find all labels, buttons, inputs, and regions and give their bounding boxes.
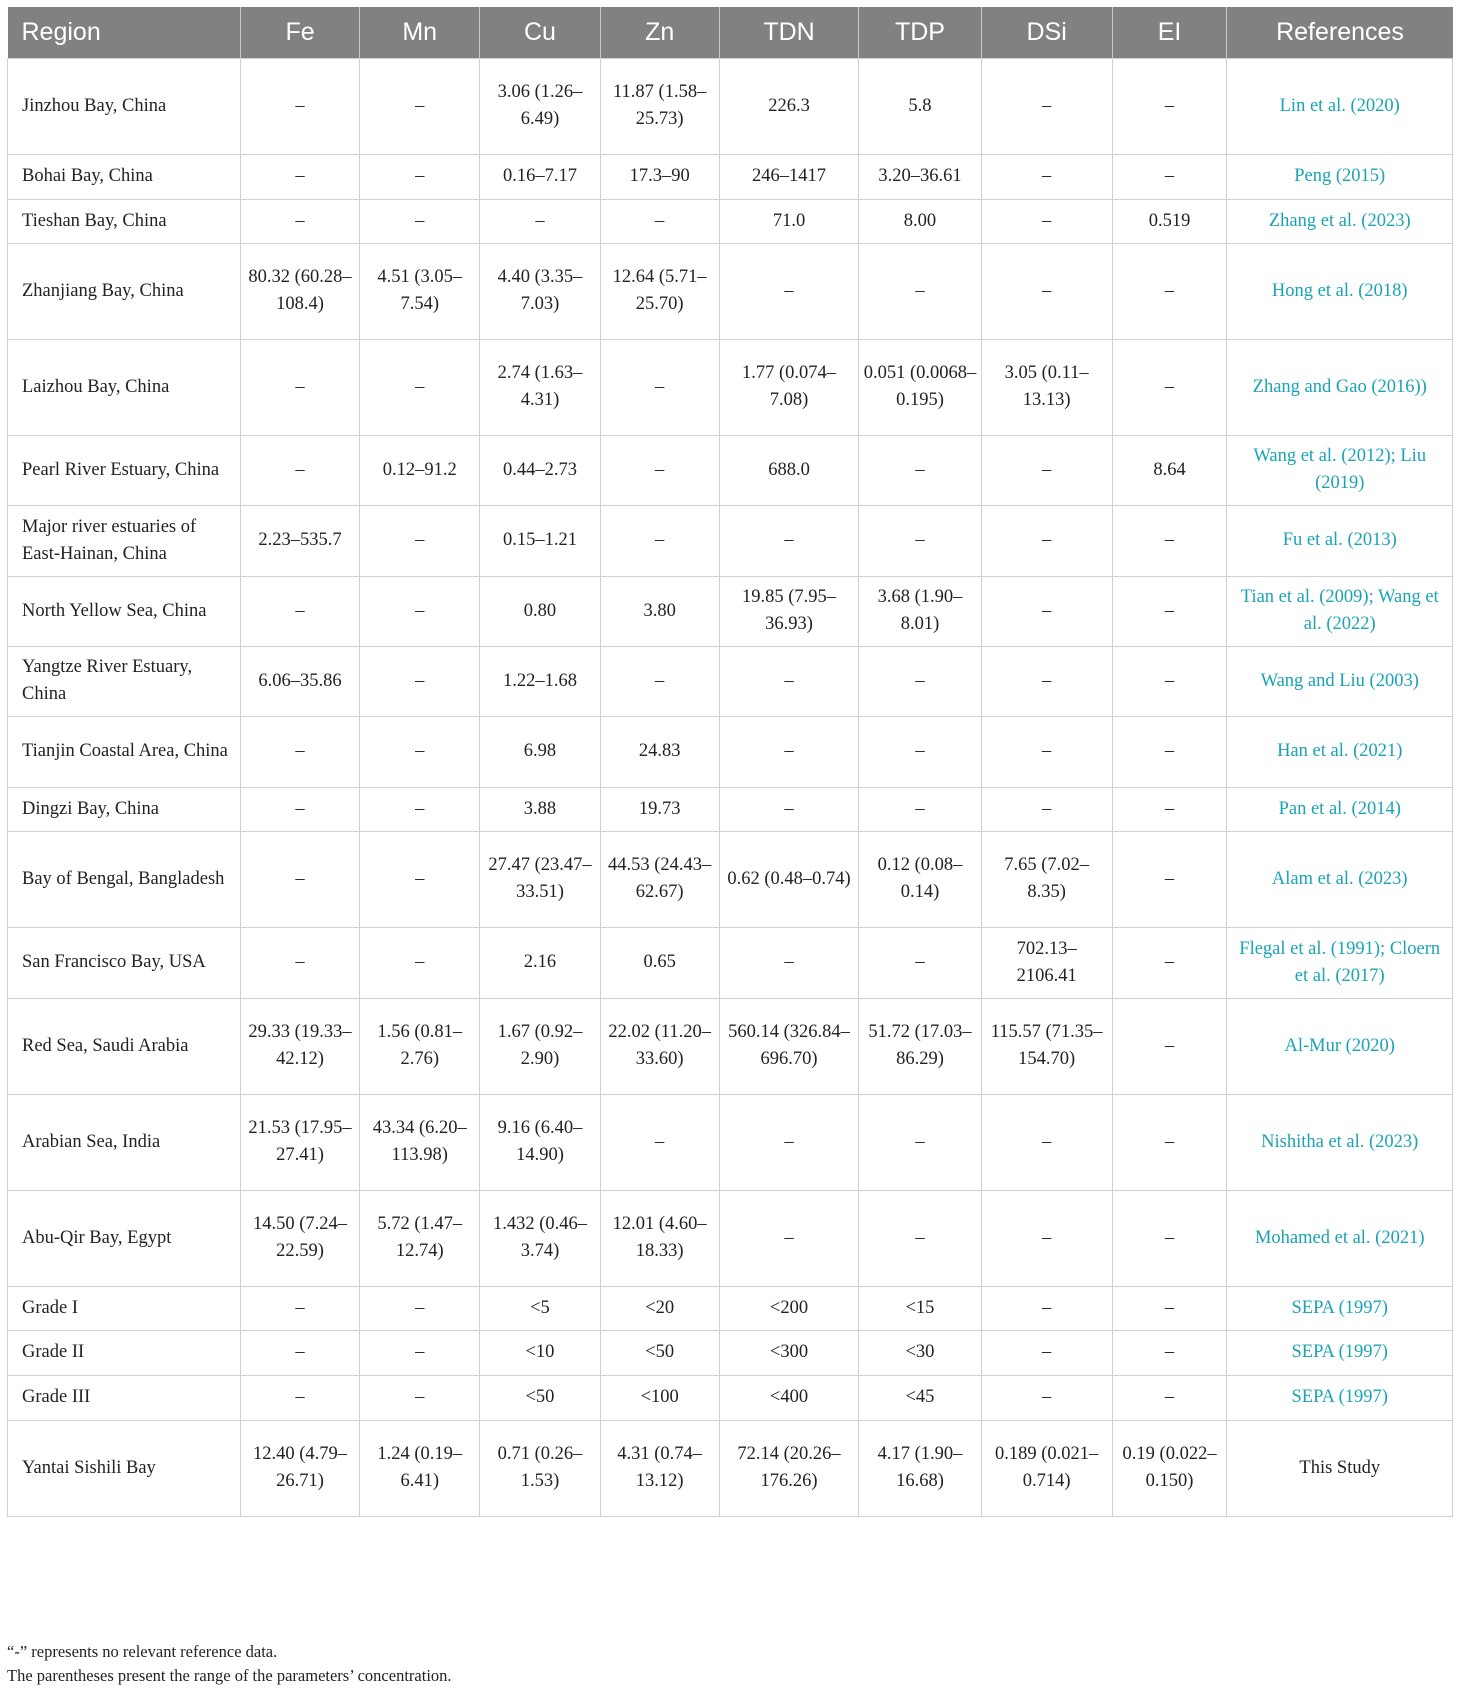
cell-mn: – — [360, 58, 480, 154]
header-region: Region — [8, 7, 241, 58]
cell-fe: 29.33 (19.33– 42.12) — [240, 998, 359, 1094]
cell-region: Major river estuaries of East-Hainan, China — [8, 505, 241, 576]
cell-tdn: – — [719, 716, 859, 787]
cell-dsi: 115.57 (71.35– 154.70) — [981, 998, 1112, 1094]
cell-tdp: – — [859, 1094, 981, 1190]
cell-ref[interactable]: Han et al. (2021) — [1227, 716, 1453, 787]
comparison-table — [7, 7, 1453, 1517]
table-row — [8, 58, 1453, 154]
cell-dsi: – — [981, 1094, 1112, 1190]
cell-tdn: 1.77 (0.074–7.08) — [719, 339, 859, 435]
cell-fe: 12.40 (4.79– 26.71) — [240, 1420, 359, 1516]
cell-mn: 43.34 (6.20– 113.98) — [360, 1094, 480, 1190]
cell-dsi: – — [981, 646, 1112, 716]
cell-tdn: 19.85 (7.95–36.93) — [719, 576, 859, 646]
cell-zn: – — [600, 199, 719, 243]
note-dash: “-” represents no relevant reference data. — [7, 1642, 278, 1661]
cell-tdn: – — [719, 787, 859, 831]
cell-mn: – — [360, 927, 480, 998]
cell-dsi: – — [981, 58, 1112, 154]
cell-tdp: 51.72 (17.03– 86.29) — [859, 998, 981, 1094]
cell-tdn: – — [719, 927, 859, 998]
cell-ei: 0.19 (0.022– 0.150) — [1112, 1420, 1227, 1516]
cell-tdn: – — [719, 646, 859, 716]
cell-tdn: 0.62 (0.48–0.74) — [719, 831, 859, 927]
cell-cu: 4.40 (3.35–7.03) — [480, 243, 600, 339]
cell-ei: – — [1112, 58, 1227, 154]
cell-tdp: – — [859, 505, 981, 576]
cell-tdn: 688.0 — [719, 435, 859, 505]
cell-zn: 0.65 — [600, 927, 719, 998]
cell-zn: 12.01 (4.60– 18.33) — [600, 1190, 719, 1286]
cell-region: Grade I — [8, 1286, 241, 1330]
cell-region: Tianjin Coastal Area, China — [8, 716, 241, 787]
cell-tdn: <300 — [719, 1330, 859, 1375]
cell-region: Jinzhou Bay, China — [8, 58, 241, 154]
cell-ei: – — [1112, 716, 1227, 787]
cell-zn: <100 — [600, 1375, 719, 1420]
cell-ei: 8.64 — [1112, 435, 1227, 505]
cell-fe: 14.50 (7.24– 22.59) — [240, 1190, 359, 1286]
cell-cu: 3.06 (1.26–6.49) — [480, 58, 600, 154]
cell-ei: – — [1112, 1190, 1227, 1286]
cell-dsi: – — [981, 1286, 1112, 1330]
cell-fe: – — [240, 339, 359, 435]
cell-ref[interactable]: Pan et al. (2014) — [1227, 787, 1453, 831]
cell-tdn: 226.3 — [719, 58, 859, 154]
cell-ei: – — [1112, 505, 1227, 576]
cell-zn: 19.73 — [600, 787, 719, 831]
cell-cu: 2.16 — [480, 927, 600, 998]
table-row — [8, 1330, 1453, 1375]
cell-ei: – — [1112, 787, 1227, 831]
cell-ei: – — [1112, 1094, 1227, 1190]
cell-cu: 0.71 (0.26–1.53) — [480, 1420, 600, 1516]
table-row — [8, 154, 1453, 199]
cell-ref[interactable]: Hong et al. (2018) — [1227, 243, 1453, 339]
cell-ref[interactable]: SEPA (1997) — [1227, 1375, 1453, 1420]
cell-zn: 24.83 — [600, 716, 719, 787]
cell-dsi: – — [981, 154, 1112, 199]
cell-mn: 1.56 (0.81–2.76) — [360, 998, 480, 1094]
cell-tdp: – — [859, 1190, 981, 1286]
cell-ei: – — [1112, 927, 1227, 998]
cell-fe: – — [240, 716, 359, 787]
cell-ref[interactable]: Mohamed et al. (2021) — [1227, 1190, 1453, 1286]
cell-dsi: 3.05 (0.11–13.13) — [981, 339, 1112, 435]
cell-ei: – — [1112, 154, 1227, 199]
cell-fe: 2.23–535.7 — [240, 505, 359, 576]
header-fe: Fe — [240, 7, 359, 58]
header-row — [8, 7, 1453, 58]
cell-cu: 1.432 (0.46–3.74) — [480, 1190, 600, 1286]
cell-cu: <10 — [480, 1330, 600, 1375]
header-dsi: DSi — [981, 7, 1112, 58]
cell-zn: 22.02 (11.20– 33.60) — [600, 998, 719, 1094]
cell-dsi: – — [981, 505, 1112, 576]
cell-ei: – — [1112, 339, 1227, 435]
cell-ref[interactable]: Fu et al. (2013) — [1227, 505, 1453, 576]
cell-tdn: – — [719, 243, 859, 339]
cell-dsi: – — [981, 576, 1112, 646]
cell-zn: 11.87 (1.58– 25.73) — [600, 58, 719, 154]
cell-ei: – — [1112, 1375, 1227, 1420]
table-container — [7, 7, 1453, 1517]
cell-cu: 0.44–2.73 — [480, 435, 600, 505]
cell-ei: – — [1112, 1286, 1227, 1330]
cell-region: Red Sea, Saudi Arabia — [8, 998, 241, 1094]
cell-ei: – — [1112, 576, 1227, 646]
cell-region: Bay of Bengal, Bangladesh — [8, 831, 241, 927]
cell-ref: This Study — [1227, 1420, 1453, 1516]
table-row — [8, 787, 1453, 831]
cell-zn: 12.64 (5.71– 25.70) — [600, 243, 719, 339]
cell-dsi: 7.65 (7.02–8.35) — [981, 831, 1112, 927]
cell-mn: – — [360, 1286, 480, 1330]
table-row — [8, 1190, 1453, 1286]
cell-region: Zhanjiang Bay, China — [8, 243, 241, 339]
cell-tdp: 0.051 (0.0068– 0.195) — [859, 339, 981, 435]
cell-tdn: – — [719, 1094, 859, 1190]
table-body — [8, 58, 1453, 1516]
cell-region: Yangtze River Estuary, China — [8, 646, 241, 716]
cell-mn: 5.72 (1.47– 12.74) — [360, 1190, 480, 1286]
cell-fe: – — [240, 1286, 359, 1330]
table-row — [8, 576, 1453, 646]
cell-mn: – — [360, 831, 480, 927]
table-row — [8, 243, 1453, 339]
cell-mn: 4.51 (3.05–7.54) — [360, 243, 480, 339]
cell-cu: 2.74 (1.63–4.31) — [480, 339, 600, 435]
cell-mn: – — [360, 787, 480, 831]
cell-ref[interactable]: Flegal et al. (1991); Cloern et al. (2017) — [1227, 927, 1453, 998]
cell-tdp: <45 — [859, 1375, 981, 1420]
cell-ei: – — [1112, 831, 1227, 927]
cell-dsi: – — [981, 435, 1112, 505]
cell-tdp: <15 — [859, 1286, 981, 1330]
cell-tdp: – — [859, 435, 981, 505]
table-row — [8, 646, 1453, 716]
cell-mn: – — [360, 199, 480, 243]
cell-tdp: <30 — [859, 1330, 981, 1375]
cell-tdp: – — [859, 927, 981, 998]
cell-ref[interactable]: Lin et al. (2020) — [1227, 58, 1453, 154]
cell-cu: <5 — [480, 1286, 600, 1330]
cell-dsi: – — [981, 199, 1112, 243]
cell-fe: – — [240, 787, 359, 831]
cell-cu: 1.67 (0.92–2.90) — [480, 998, 600, 1094]
header-references: References — [1227, 7, 1453, 58]
cell-mn: 0.12–91.2 — [360, 435, 480, 505]
cell-ei: 0.519 — [1112, 199, 1227, 243]
cell-region: Yantai Sishili Bay — [8, 1420, 241, 1516]
cell-tdn: 72.14 (20.26– 176.26) — [719, 1420, 859, 1516]
cell-fe: – — [240, 58, 359, 154]
header-cu: Cu — [480, 7, 600, 58]
table-row — [8, 831, 1453, 927]
cell-tdp: 8.00 — [859, 199, 981, 243]
table-row — [8, 1420, 1453, 1516]
cell-mn: – — [360, 716, 480, 787]
note-parentheses: The parentheses present the range of the parameters’ concentration. — [7, 1666, 452, 1685]
cell-tdn: – — [719, 505, 859, 576]
cell-tdp: 3.20–36.61 — [859, 154, 981, 199]
cell-tdp: 4.17 (1.90– 16.68) — [859, 1420, 981, 1516]
cell-fe: – — [240, 831, 359, 927]
cell-zn: 44.53 (24.43– 62.67) — [600, 831, 719, 927]
cell-cu: <50 — [480, 1375, 600, 1420]
cell-ei: – — [1112, 243, 1227, 339]
cell-dsi: 0.189 (0.021– 0.714) — [981, 1420, 1112, 1516]
cell-ei: – — [1112, 998, 1227, 1094]
cell-region: Dingzi Bay, China — [8, 787, 241, 831]
cell-tdp: – — [859, 787, 981, 831]
table-row — [8, 199, 1453, 243]
cell-mn: 1.24 (0.19–6.41) — [360, 1420, 480, 1516]
cell-zn: 4.31 (0.74– 13.12) — [600, 1420, 719, 1516]
cell-cu: 0.80 — [480, 576, 600, 646]
cell-mn: – — [360, 154, 480, 199]
cell-fe: – — [240, 576, 359, 646]
cell-fe: 21.53 (17.95– 27.41) — [240, 1094, 359, 1190]
cell-cu: 0.15–1.21 — [480, 505, 600, 576]
cell-region: Arabian Sea, India — [8, 1094, 241, 1190]
cell-zn: – — [600, 505, 719, 576]
cell-fe: – — [240, 1375, 359, 1420]
cell-mn: – — [360, 1330, 480, 1375]
cell-zn: – — [600, 339, 719, 435]
cell-tdn: <200 — [719, 1286, 859, 1330]
cell-fe: – — [240, 199, 359, 243]
cell-cu: 3.88 — [480, 787, 600, 831]
cell-fe: – — [240, 1330, 359, 1375]
table-row — [8, 716, 1453, 787]
cell-fe: – — [240, 435, 359, 505]
cell-ref[interactable]: Zhang and Gao (2016)) — [1227, 339, 1453, 435]
cell-tdn: 246–1417 — [719, 154, 859, 199]
cell-tdn: 71.0 — [719, 199, 859, 243]
header-zn: Zn — [600, 7, 719, 58]
cell-mn: – — [360, 576, 480, 646]
cell-cu: 6.98 — [480, 716, 600, 787]
header-mn: Mn — [360, 7, 480, 58]
table-row — [8, 927, 1453, 998]
cell-ref[interactable]: Zhang et al. (2023) — [1227, 199, 1453, 243]
cell-region: Tieshan Bay, China — [8, 199, 241, 243]
cell-dsi: – — [981, 243, 1112, 339]
cell-dsi: – — [981, 787, 1112, 831]
table-notes — [7, 1640, 452, 1688]
cell-tdp: 3.68 (1.90–8.01) — [859, 576, 981, 646]
cell-ref[interactable]: Nishitha et al. (2023) — [1227, 1094, 1453, 1190]
table-row — [8, 1286, 1453, 1330]
cell-cu: 9.16 (6.40– 14.90) — [480, 1094, 600, 1190]
cell-zn: <20 — [600, 1286, 719, 1330]
cell-tdp: 5.8 — [859, 58, 981, 154]
cell-zn: – — [600, 1094, 719, 1190]
cell-cu: 0.16–7.17 — [480, 154, 600, 199]
table-row — [8, 998, 1453, 1094]
cell-region: Abu-Qir Bay, Egypt — [8, 1190, 241, 1286]
cell-mn: – — [360, 1375, 480, 1420]
cell-tdn: – — [719, 1190, 859, 1286]
header-tdp: TDP — [859, 7, 981, 58]
cell-region: Grade II — [8, 1330, 241, 1375]
cell-zn: – — [600, 646, 719, 716]
cell-dsi: – — [981, 1375, 1112, 1420]
cell-ei: – — [1112, 1330, 1227, 1375]
cell-region: Laizhou Bay, China — [8, 339, 241, 435]
cell-fe: – — [240, 927, 359, 998]
cell-cu: – — [480, 199, 600, 243]
cell-tdn: 560.14 (326.84– 696.70) — [719, 998, 859, 1094]
cell-dsi: – — [981, 1190, 1112, 1286]
cell-ref[interactable]: Alam et al. (2023) — [1227, 831, 1453, 927]
cell-mn: – — [360, 339, 480, 435]
header-tdn: TDN — [719, 7, 859, 58]
cell-region: Bohai Bay, China — [8, 154, 241, 199]
cell-region: Pearl River Estuary, China — [8, 435, 241, 505]
cell-tdp: – — [859, 646, 981, 716]
cell-fe: 80.32 (60.28– 108.4) — [240, 243, 359, 339]
cell-zn: – — [600, 435, 719, 505]
cell-zn: 17.3–90 — [600, 154, 719, 199]
cell-zn: <50 — [600, 1330, 719, 1375]
cell-ref[interactable]: Al-Mur (2020) — [1227, 998, 1453, 1094]
cell-tdn: <400 — [719, 1375, 859, 1420]
cell-region: North Yellow Sea, China — [8, 576, 241, 646]
cell-region: San Francisco Bay, USA — [8, 927, 241, 998]
cell-ei: – — [1112, 646, 1227, 716]
cell-tdp: – — [859, 716, 981, 787]
cell-cu: 27.47 (23.47– 33.51) — [480, 831, 600, 927]
table-row — [8, 1375, 1453, 1420]
cell-mn: – — [360, 646, 480, 716]
cell-tdp: 0.12 (0.08–0.14) — [859, 831, 981, 927]
cell-dsi: – — [981, 716, 1112, 787]
table-row — [8, 505, 1453, 576]
cell-ref[interactable]: Wang and Liu (2003) — [1227, 646, 1453, 716]
cell-dsi: – — [981, 1330, 1112, 1375]
table-row — [8, 435, 1453, 505]
cell-cu: 1.22–1.68 — [480, 646, 600, 716]
cell-ref[interactable]: Wang et al. (2012); Liu (2019) — [1227, 435, 1453, 505]
cell-fe: – — [240, 154, 359, 199]
header-ei: EI — [1112, 7, 1227, 58]
cell-ref[interactable]: SEPA (1997) — [1227, 1286, 1453, 1330]
cell-region: Grade III — [8, 1375, 241, 1420]
table-row — [8, 339, 1453, 435]
cell-dsi: 702.13– 2106.41 — [981, 927, 1112, 998]
cell-ref[interactable]: SEPA (1997) — [1227, 1330, 1453, 1375]
cell-fe: 6.06–35.86 — [240, 646, 359, 716]
cell-ref[interactable]: Peng (2015) — [1227, 154, 1453, 199]
cell-ref[interactable]: Tian et al. (2009); Wang et al. (2022) — [1227, 576, 1453, 646]
cell-mn: – — [360, 505, 480, 576]
cell-zn: 3.80 — [600, 576, 719, 646]
cell-tdp: – — [859, 243, 981, 339]
table-row — [8, 1094, 1453, 1190]
